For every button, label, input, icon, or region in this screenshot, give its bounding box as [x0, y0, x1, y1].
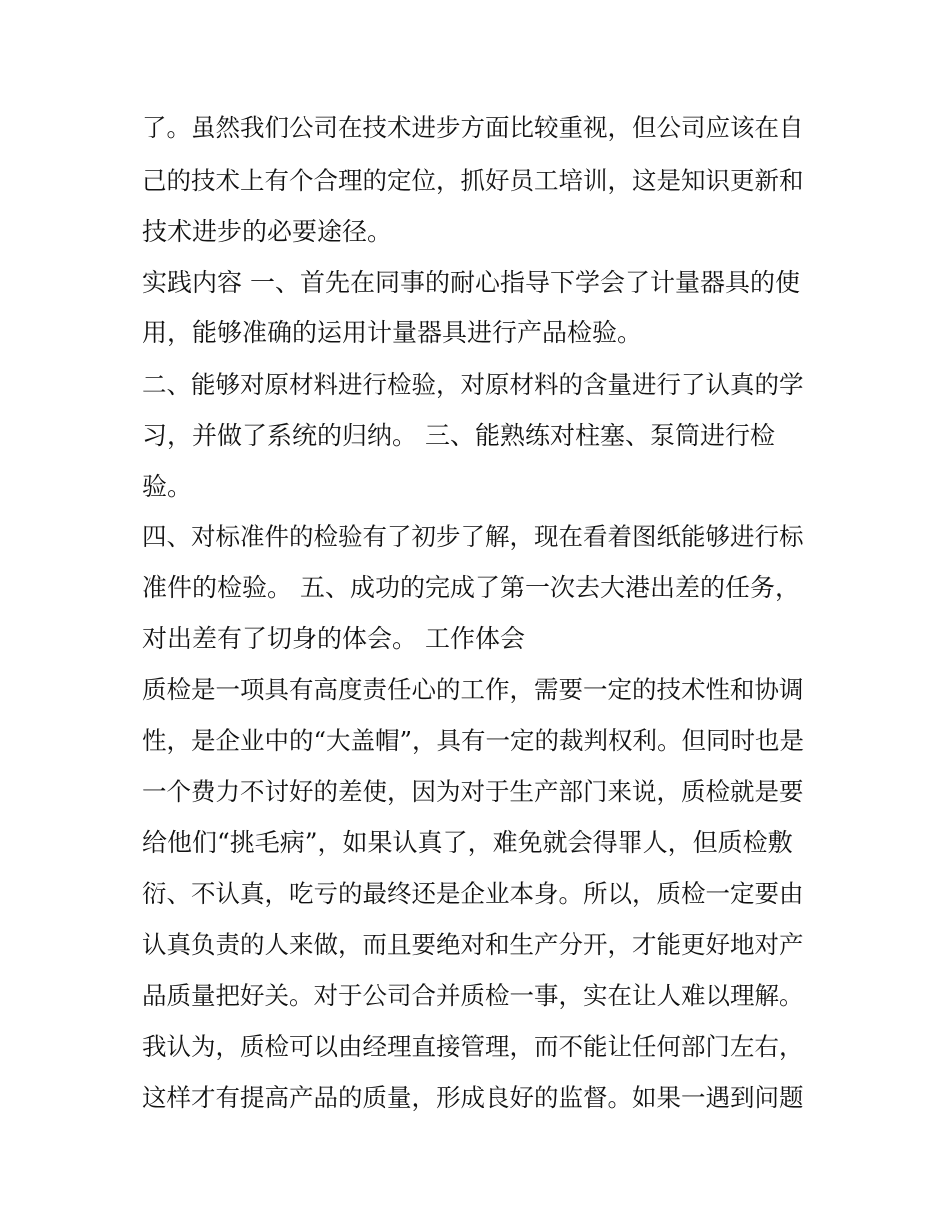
text-line: 衍、不认真，吃亏的最终还是企业本身。所以，质检一定要由 — [142, 879, 804, 908]
text-line: 品质量把好关。对于公司合并质检一事，实在让人难以理解。 — [142, 981, 804, 1010]
text-line: 质检是一项具有高度责任心的工作，需要一定的技术性和协调 — [142, 675, 804, 704]
text-line: 用，能够准确的运用计量器具进行产品检验。 — [142, 318, 643, 347]
text-line: 认真负责的人来做，而且要绝对和生产分开，才能更好地对产 — [142, 930, 804, 959]
text-line: 准件的检验。 五、成功的完成了第一次去大港出差的任务， — [142, 573, 800, 602]
text-line: 我认为，质检可以由经理直接管理，而不能让任何部门左右， — [142, 1032, 804, 1061]
text-line: 己的技术上有个合理的定位，抓好员工培训，这是知识更新和 — [142, 166, 804, 195]
text-line: 一个费力不讨好的差使，因为对于生产部门来说，质检就是要 — [142, 777, 804, 806]
text-line: 性，是企业中的“大盖帽”，具有一定的裁判权利。但同时也是 — [142, 726, 805, 755]
text-line: 四、对标准件的检验有了初步了解，现在看着图纸能够进行标 — [142, 522, 804, 551]
text-line: 技术进步的必要途径。 — [142, 217, 393, 246]
text-line: 这样才有提高产品的质量，形成良好的监督。如果一遇到问题 — [142, 1083, 804, 1112]
text-line: 了。虽然我们公司在技术进步方面比较重视，但公司应该在自 — [142, 113, 804, 142]
text-line: 对出差有了切身的体会。 工作体会 — [142, 624, 525, 653]
text-line: 给他们“挑毛病”，如果认真了，难免就会得罪人，但质检敷 — [142, 828, 793, 857]
text-line: 实践内容 一、首先在同事的耐心指导下学会了计量器具的使 — [142, 268, 800, 297]
text-line: 习，并做了系统的归纳。 三、能熟练对柱塞、泵筒进行检 — [142, 421, 775, 450]
text-line: 二、能够对原材料进行检验，对原材料的含量进行了认真的学 — [142, 370, 804, 399]
text-line: 验。 — [142, 472, 193, 501]
